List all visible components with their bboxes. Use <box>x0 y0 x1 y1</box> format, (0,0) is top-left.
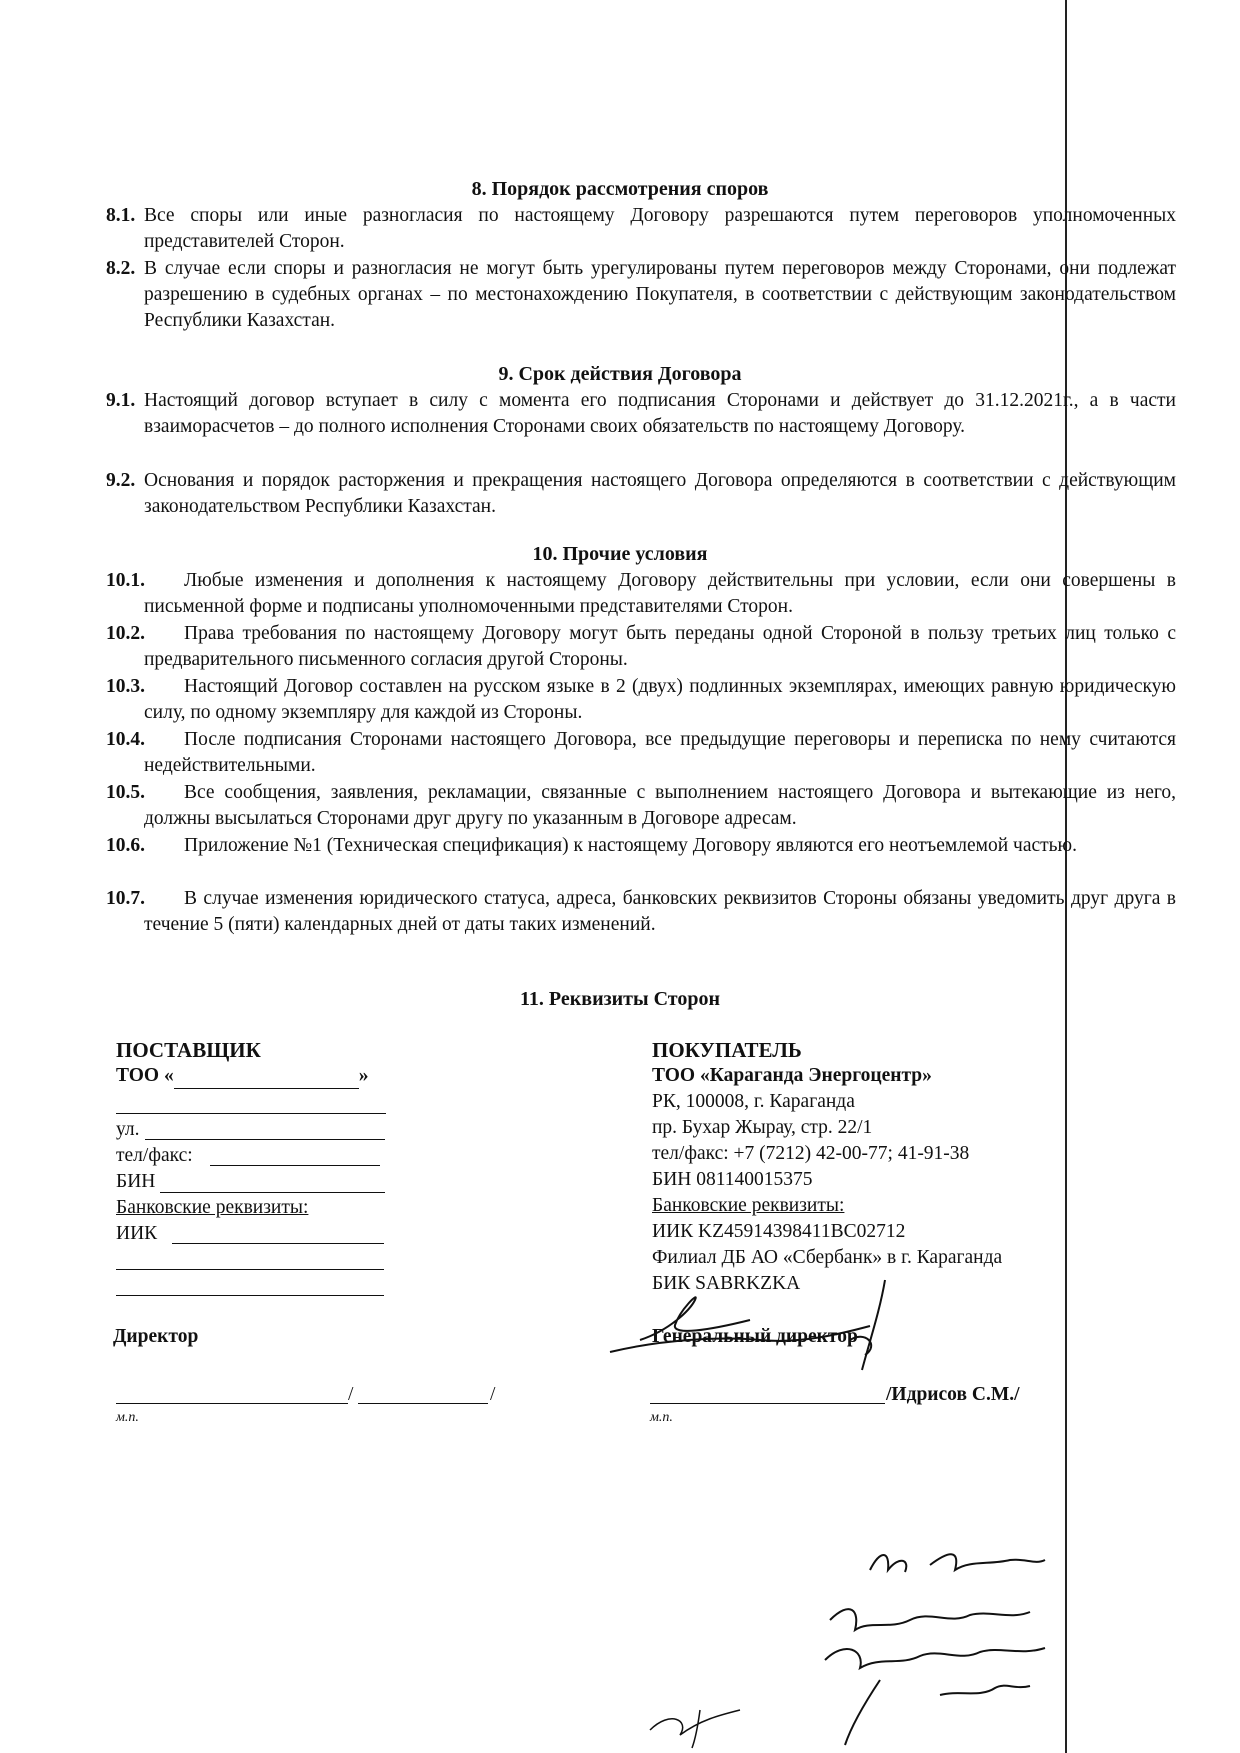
clause-9-1 <box>106 388 1176 440</box>
section-9-title: 9. Срок действия Договора <box>498 363 742 385</box>
clause-10-7 <box>106 886 1176 938</box>
clause-text: Права требования по настоящему Договору могут быть переданы одной Стороной в пользу третьих лиц только с предварительного письменного согласия другой Стороны. <box>144 623 1176 670</box>
clause-9-2 <box>106 468 1176 520</box>
buyer-heading: ПОКУПАТЕЛЬ <box>652 1038 802 1062</box>
clause-text: Настоящий договор вступает в силу с момента его подписания Сторонами и действует до 31.12.2021г., а в части взаиморасчетов – до полного исполнения Сторонами своих обязательств по настоящему Договору. <box>144 390 1176 437</box>
clause-number: 10.7. <box>106 888 145 909</box>
buyer-address-2: пр. Бухар Жырау, стр. 22/1 <box>652 1117 873 1138</box>
section-11-title: 11. Реквизиты Сторон <box>520 988 720 1010</box>
supplier-iik-line <box>172 1242 384 1244</box>
supplier-position: Директор <box>113 1326 199 1347</box>
clause-number: 8.2. <box>106 258 136 279</box>
buyer-address-1: РК, 100008, г. Караганда <box>652 1091 855 1112</box>
buyer-position: Генеральный директор <box>652 1326 858 1347</box>
buyer-phone: тел/факс: +7 (7212) 42-00-77; 41-91-38 <box>652 1143 970 1164</box>
buyer-sign-line <box>650 1402 885 1404</box>
buyer-bik: БИК SABRKZKA <box>652 1273 801 1294</box>
supplier-heading: ПОСТАВЩИК <box>116 1038 261 1062</box>
slash: / <box>490 1384 496 1405</box>
supplier-name-line <box>358 1402 488 1404</box>
clause-text: Настоящий Договор составлен на русском языке в 2 (двух) подлинных экземплярах, имеющих равную юридическую силу, по одному экземпляру для каждой из Стороны. <box>144 676 1176 723</box>
buyer-bank-label: Банковские реквизиты: <box>652 1195 845 1216</box>
clause-number: 10.4. <box>106 729 145 750</box>
supplier-phone-line <box>210 1164 380 1166</box>
clause-number: 10.3. <box>106 676 145 697</box>
clause-10-3 <box>106 674 1176 726</box>
clause-10-4 <box>106 727 1176 779</box>
section-10-title: 10. Прочие условия <box>532 543 708 565</box>
clause-8-1 <box>106 203 1176 255</box>
clause-text: Все споры или иные разногласия по настоящему Договору разрешаются путем переговоров уполномоченных представителей Сторон. <box>144 205 1176 252</box>
clause-text: После подписания Сторонами настоящего Договора, все предыдущие переговоры и переписка по нему считаются недействительными. <box>144 729 1176 776</box>
clause-number: 10.1. <box>106 570 145 591</box>
director-signature <box>600 1270 920 1380</box>
slash: / <box>348 1384 354 1405</box>
clause-8-2 <box>106 256 1176 334</box>
clause-text: Любые изменения и дополнения к настоящему Договору действительны при условии, если они совершены в письменной форме и подписаны уполномоченными представителями Сторон. <box>144 570 1176 617</box>
supplier-blank-line <box>116 1112 386 1114</box>
buyer-stamp-label: м.п. <box>650 1410 673 1425</box>
supplier-sign-line <box>116 1402 348 1404</box>
clause-text: Основания и порядок расторжения и прекращения настоящего Договора определяются в соответствии с действующим законодательством Республики Казахстан. <box>144 470 1176 517</box>
clause-number: 8.1. <box>106 205 136 226</box>
initials-signature <box>640 1690 750 1750</box>
clause-10-2 <box>106 621 1176 673</box>
section-8-title: 8. Порядок рассмотрения споров <box>471 178 769 200</box>
supplier-blank-line <box>116 1294 384 1296</box>
clause-number: 9.1. <box>106 390 136 411</box>
supplier-phone: тел/факс: <box>116 1145 193 1166</box>
supplier-iik: ИИК <box>116 1223 158 1244</box>
clause-number: 10.6. <box>106 835 145 856</box>
supplier-bin: БИН <box>116 1171 156 1192</box>
buyer-bank: Филиал ДБ АО «Сбербанк» в г. Караганда <box>652 1247 1003 1268</box>
clause-text: Все сообщения, заявления, рекламации, связанные с выполнением настоящего Договора и вытекающие из него, должны высылаться Сторонами друг другу по указанным в Договоре адресам. <box>144 782 1176 829</box>
clause-number: 9.2. <box>106 470 136 491</box>
approval-signatures <box>820 1590 1070 1750</box>
supplier-block <box>116 1037 416 1089</box>
buyer-block <box>652 1037 1072 1297</box>
buyer-iik: ИИК KZ45914398411BC02712 <box>652 1221 906 1242</box>
clause-10-1 <box>106 568 1176 620</box>
clause-text: В случае если споры и разногласия не могут быть урегулированы путем переговоров между Сторонами, они подлежат разрешению в судебных органах – по местонахождению Покупателя, в соответствии с действующим законодательством Республики Казахстан. <box>144 258 1176 331</box>
supplier-street-line <box>145 1138 385 1140</box>
approval-signature <box>860 1530 1060 1590</box>
clause-10-5 <box>106 780 1176 832</box>
buyer-bin: БИН 081140015375 <box>652 1169 813 1190</box>
clause-text: В случае изменения юридического статуса, адреса, банковских реквизитов Стороны обязаны уведомить друг друга в течение 5 (пяти) календарных дней от даты таких изменений. <box>144 888 1176 935</box>
buyer-company: ТОО «Караганда Энергоцентр» <box>652 1065 932 1086</box>
buyer-signatory: /Идрисов С.М./ <box>886 1384 1020 1405</box>
supplier-street: ул. <box>116 1119 140 1140</box>
supplier-bin-line <box>160 1191 385 1193</box>
supplier-stamp-label: м.п. <box>116 1410 139 1425</box>
supplier-company: ТОО « » <box>116 1063 416 1089</box>
clause-10-6 <box>106 833 1176 859</box>
clause-number: 10.5. <box>106 782 145 803</box>
clause-text: Приложение №1 (Техническая спецификация) к настоящему Договору являются его неотъемлемой частью. <box>184 835 1077 856</box>
clause-number: 10.2. <box>106 623 145 644</box>
supplier-blank-line <box>116 1268 384 1270</box>
supplier-bank-label: Банковские реквизиты: <box>116 1197 309 1218</box>
